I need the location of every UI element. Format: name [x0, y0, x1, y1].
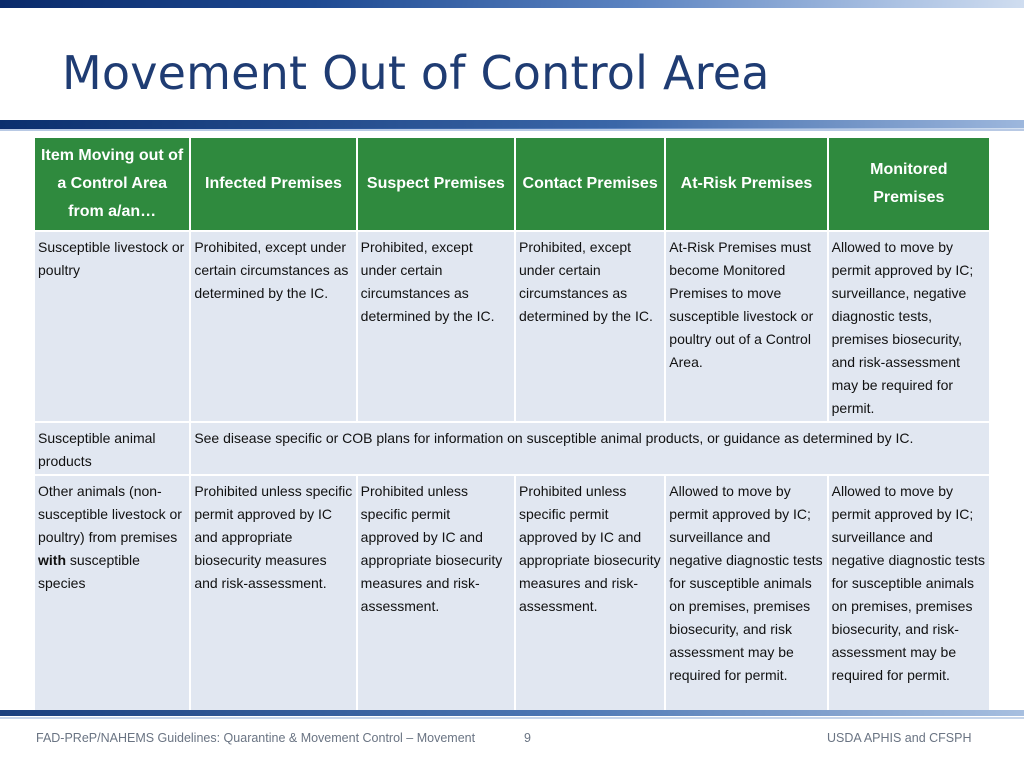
table-row	[34, 422, 990, 475]
title-divider	[0, 120, 1024, 128]
row1-monitored: Allowed to move by permit approved by IC; surveillance, negative diagnostic tests, premises biosecurity, and risk-assessment may be required for permit.	[828, 231, 990, 422]
row1-at-risk: At-Risk Premises must become Monitored Premises to move susceptible livestock or poultry out of a Control Area.	[665, 231, 827, 422]
title-divider-thin	[0, 129, 1024, 131]
row3-at-risk: Allowed to move by permit approved by IC; surveillance and negative diagnostic tests for susceptible animals on premises, premises biosecurity, and risk assessment may be required for permit.	[665, 475, 827, 711]
header-at-risk-premises: At-Risk Premises	[665, 137, 827, 231]
header-infected-premises: Infected Premises	[190, 137, 356, 231]
row3-suspect: Prohibited unless specific permit approved by IC and appropriate biosecurity measures and risk-assessment.	[357, 475, 515, 711]
row1-suspect: Prohibited, except under certain circumstances as determined by the IC.	[357, 231, 515, 422]
row3-item	[34, 475, 190, 711]
footer-page-number: 9	[524, 731, 531, 745]
header-monitored-premises: Monitored Premises	[828, 137, 990, 231]
row1-infected: Prohibited, except under certain circumstances as determined by the IC.	[190, 231, 356, 422]
row3-item-bold: with	[38, 552, 66, 568]
row1-contact: Prohibited, except under certain circumstances as determined by the IC.	[515, 231, 665, 422]
table-header-row	[34, 137, 990, 231]
footer-divider	[0, 710, 1024, 716]
row3-infected: Prohibited unless specific permit approved by IC and appropriate biosecurity measures and risk-assessment.	[190, 475, 356, 711]
header-item-moving: Item Moving out of a Control Area from a/an…	[34, 137, 190, 231]
row3-monitored: Allowed to move by permit approved by IC; surveillance and negative diagnostic tests for susceptible animals on premises, premises biosecurity, and risk-assessment may be required for permit.	[828, 475, 990, 711]
row3-item-suffix: susceptible species	[38, 552, 140, 591]
footer-organization: USDA APHIS and CFSPH	[827, 731, 972, 745]
slide-title: Movement Out of Control Area	[62, 46, 770, 100]
header-contact-premises: Contact Premises	[515, 137, 665, 231]
table-row	[34, 475, 990, 711]
footer-source: FAD-PReP/NAHEMS Guidelines: Quarantine & Movement Control – Movement	[36, 731, 476, 745]
header-suspect-premises: Suspect Premises	[357, 137, 515, 231]
footer-divider-thin	[0, 717, 1024, 719]
row3-item-prefix: Other animals (non-susceptible livestock or poultry) from premises	[38, 483, 182, 545]
table-row	[34, 231, 990, 422]
row2-item: Susceptible animal products	[34, 422, 190, 475]
row3-contact: Prohibited unless specific permit approved by IC and appropriate biosecurity measures and risk-assessment.	[515, 475, 665, 711]
row2-note: See disease specific or COB plans for information on susceptible animal products, or guidance as determined by IC.	[190, 422, 990, 475]
row1-item: Susceptible livestock or poultry	[34, 231, 190, 422]
movement-table	[33, 136, 991, 712]
